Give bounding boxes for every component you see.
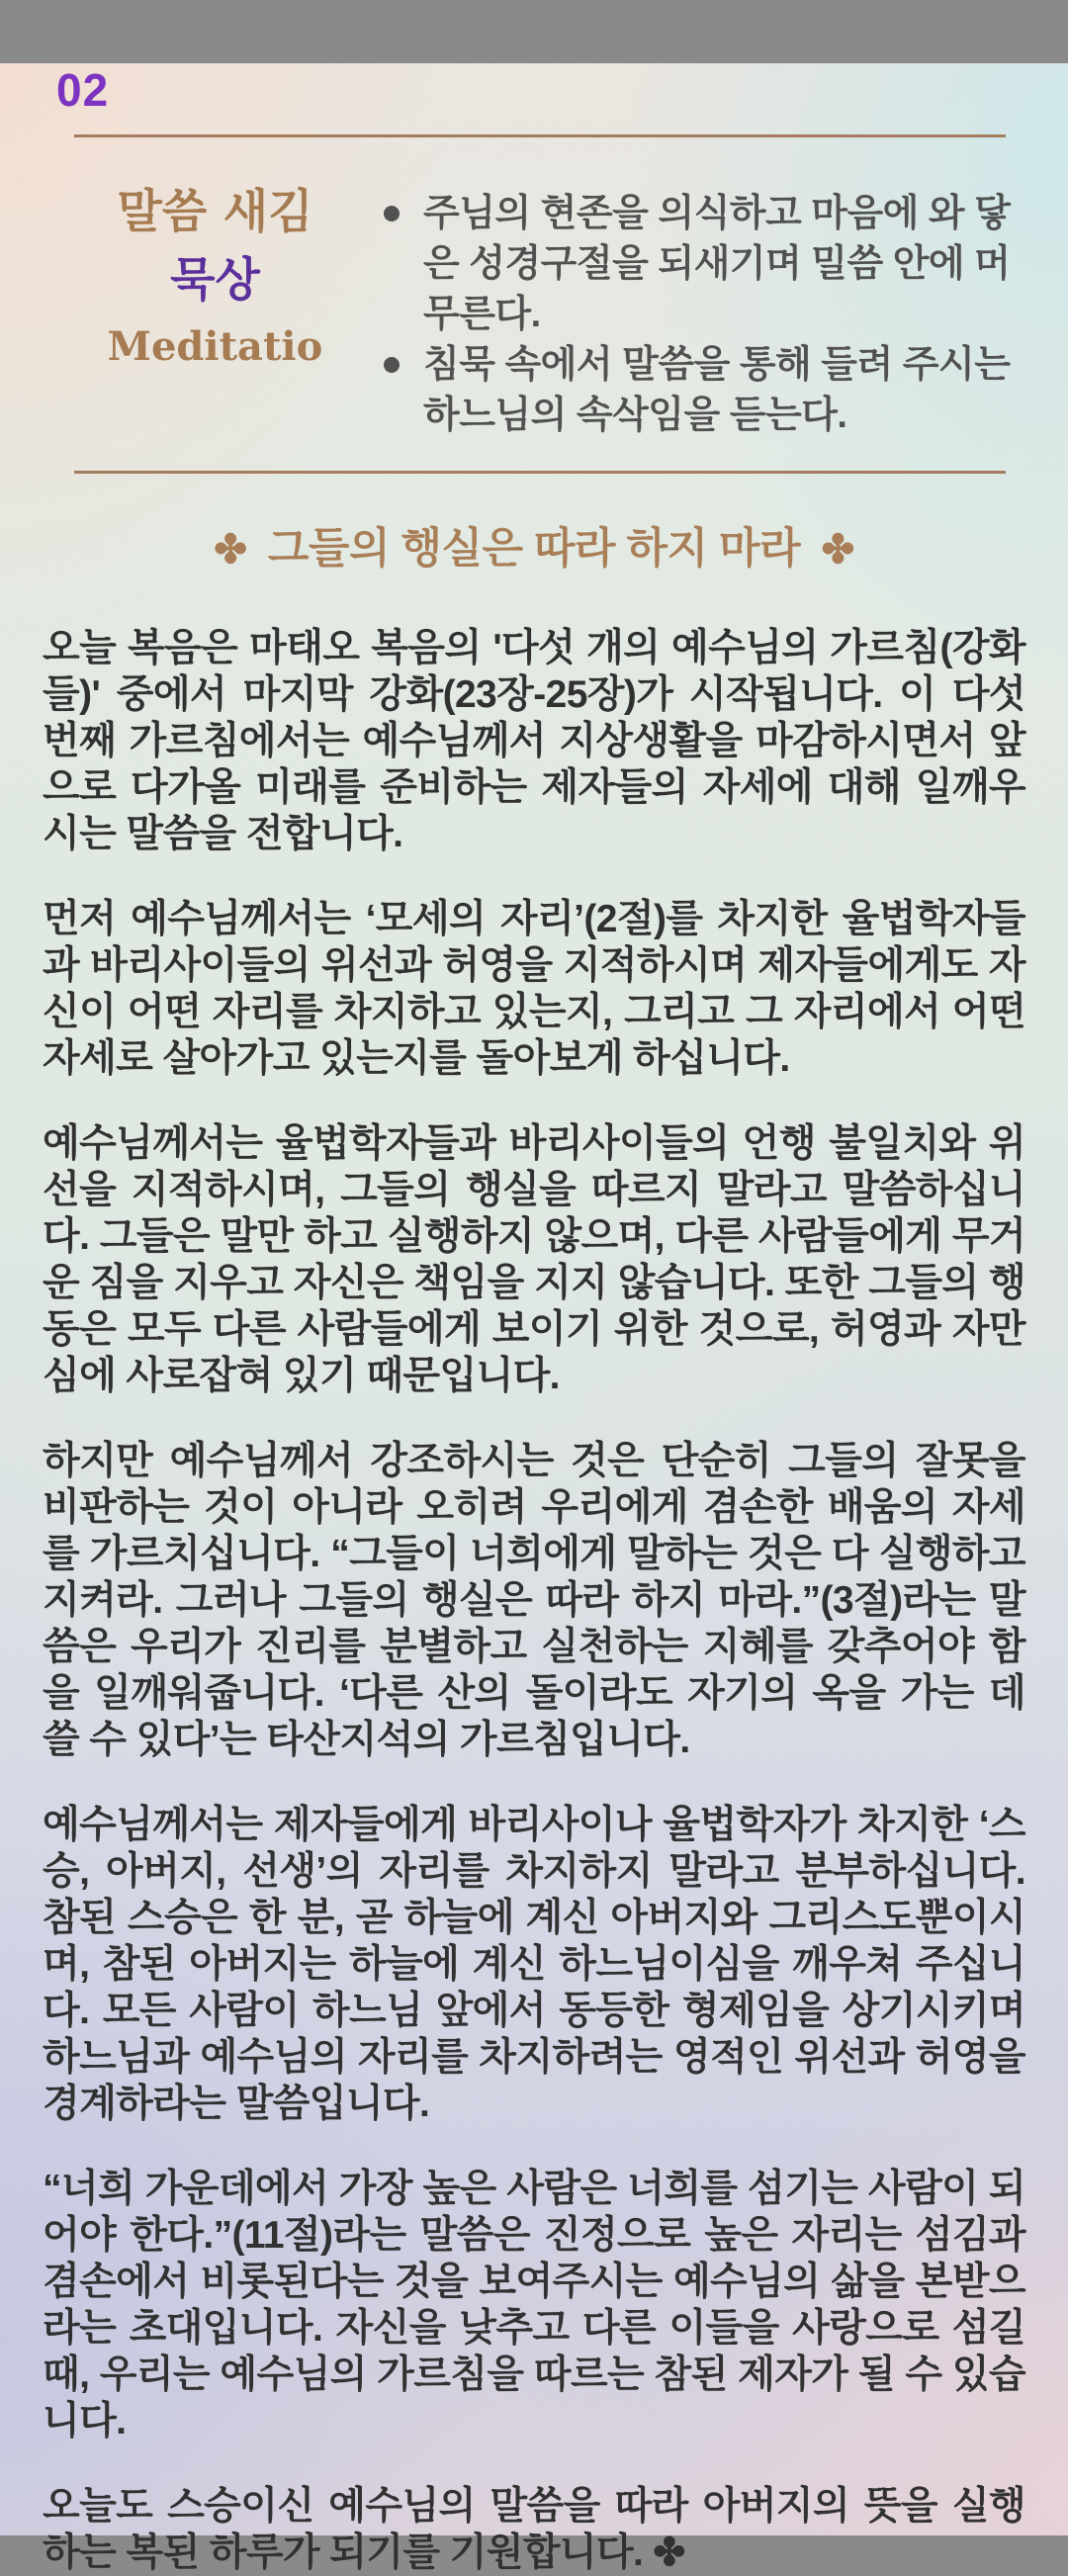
guideline-item: [384, 340, 1025, 441]
bullet-icon: [384, 206, 400, 222]
paragraph-2: 먼저 예수님께서는 ‘모세의 자리’(2절)를 차지한 율법학자들과 바리사이들의 위선과 허영을 지적하시며 제자들에게도 자신이 어떤 자리를 차지하고 있는지, 그리고 그 자리에서 어떤 자세로 살아가고 있는지를 돌아보게 하십니다.: [43, 898, 1025, 1080]
paragraph-6: “너희 가운데에서 가장 높은 사람은 너희를 섬기는 사람이 되어야 한다.”(11절)라는 말씀은 진정으로 높은 자리는 섬김과 겸손에서 비롯된다는 것을 보여주시는 예수님의 삶을 본받으라는 초대입니다. 자신을 낮추고 다른 이들을 사랑으로 섬길 때, 우리는 예수님의 가르침을 따르는 참된 제자가 될 수 있습니다.: [43, 2168, 1025, 2443]
flower-ornament-left-icon: ✤: [214, 528, 247, 572]
header-title-korean: 말씀 새김: [117, 185, 313, 239]
guideline-text: 주님의 현존을 의식하고 마음에 와 닿은 성경구절을 되새기며 밀씀 안에 머무른다.: [423, 193, 1011, 335]
meditation-header-titles: [84, 185, 346, 370]
flower-ornament-right-icon: ✤: [821, 528, 854, 572]
article-title: [43, 515, 1025, 576]
article-body: [43, 625, 1025, 2576]
guideline-text: 침묵 속에서 말씀을 통해 들려 주시는 하느님의 속삭임을 듣는다.: [423, 344, 1011, 436]
bottom-divider: [74, 471, 1006, 474]
bullet-icon: [384, 357, 400, 373]
paragraph-1: 오늘 복음은 마태오 복음의 '다섯 개의 예수님의 가르침(강화들)' 중에서 마지막 강화(23장-25장)가 시작됩니다. 이 다섯 번째 가르침에서는 예수님께서 지상생활을 마감하시면서 앞으로 다가올 미래를 준비하는 제자들의 자세에 대해 일깨우시는 말씀을 전합니다.: [43, 627, 1025, 855]
meditation-page: [0, 63, 1068, 2574]
header-title-latin: Meditatio: [107, 323, 323, 370]
paragraph-3: 예수님께서는 율법학자들과 바리사이들의 언행 불일치와 위선을 지적하시며, 그들의 행실을 따르지 말라고 말씀하십니다. 그들은 말만 하고 실행하지 않으며, 다른 사람들에게 무거운 짐을 지우고 자신은 책임을 지지 않습니다. 또한 그들의 행동은 모두 다른 사람들에게 보이기 위한 것으로, 허영과 자만심에 사로잡혀 있기 때문입니다.: [43, 1122, 1025, 1397]
top-divider: [74, 134, 1006, 137]
header-title-korean-2: 묵상: [170, 253, 260, 308]
meditation-guidelines-list: [384, 189, 1025, 441]
paragraph-7: 오늘도 스승이신 예수님의 말씀을 따라 아버지의 뜻을 실행하는 복된 하루가 되기를 기원합니다. ✤: [43, 2485, 1025, 2574]
paragraph-5: 예수님께서는 제자들에게 바리사이나 율법학자가 차지한 ‘스승, 아버지, 선생’의 자리를 차지하지 말라고 분부하십니다. 참된 스승은 한 분, 곧 하늘에 계신 아버지와 그리스도뿐이시며, 참된 아버지는 하늘에 계신 하느님이심을 깨우쳐 주십니다. 모든 사람이 하느님 앞에서 동등한 형제임을 상기시키며 하느님과 예수님의 자리를 차지하려는 영적인 위선과 허영을 경계하라는 말씀입니다.: [43, 1804, 1025, 2125]
page-content: [0, 63, 1068, 2576]
guideline-item: [384, 189, 1025, 340]
article-title-text: 그들의 행실은 따라 하지 마라: [267, 525, 801, 573]
paragraph-4: 하지만 예수님께서 강조하시는 것은 단순히 그들의 잘못을 비판하는 것이 아니라 오히려 우리에게 겸손한 배움의 자세를 가르치십니다. “그들이 너희에게 말하는 것은 다 실행하고 지켜라. 그러나 그들의 행실은 따라 하지 마라.”(3절)라는 말씀은 우리가 진리를 분별하고 실천하는 지혜를 갖추어야 함을 일깨워줍니다. ‘다른 산의 돌이라도 자기의 옥을 가는 데 쓸 수 있다’는 타산지석의 가르침입니다.: [43, 1440, 1025, 1761]
page-number: 02: [56, 64, 110, 116]
meditation-header: [43, 185, 1025, 441]
